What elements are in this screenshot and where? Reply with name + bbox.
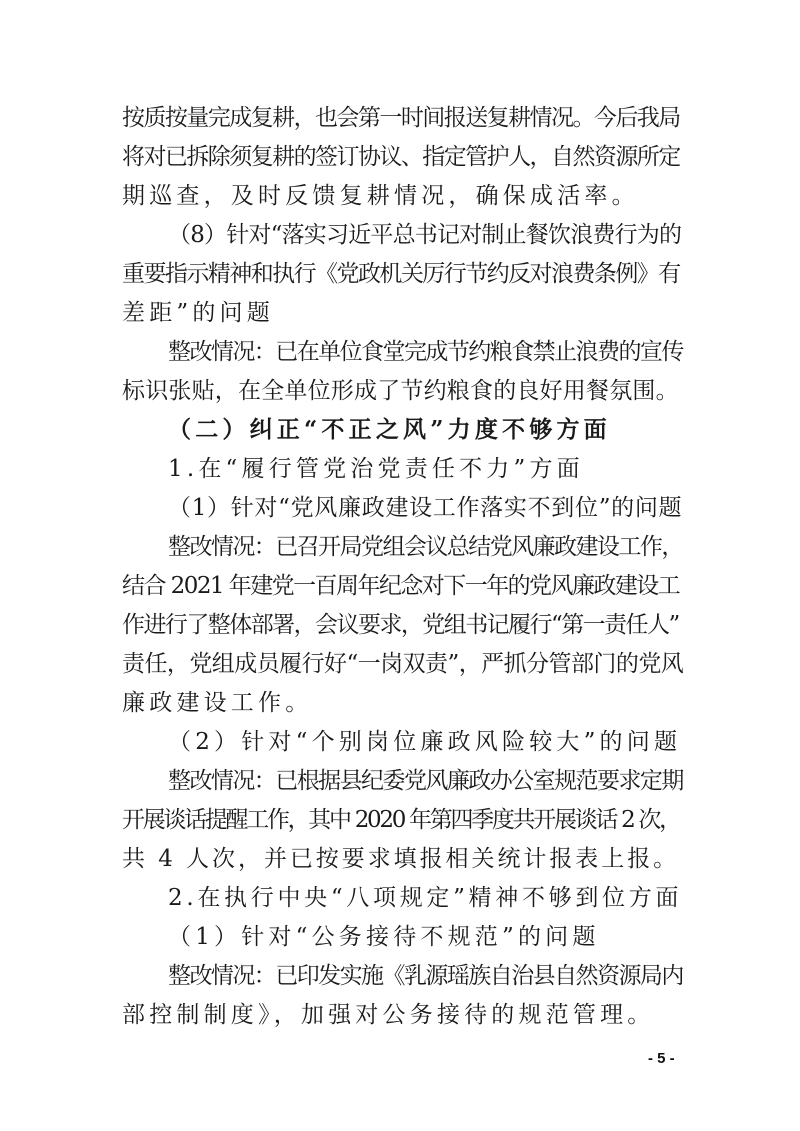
- item-heading-line: （8）针对“落实习近平总书记对制止餐饮浪费行为的: [168, 222, 682, 248]
- item-heading-line: （1）针对“党风廉政建设工作落实不到位”的问题: [168, 495, 683, 521]
- section-heading: （二）纠正“不正之风”力度不够方面: [168, 416, 611, 443]
- subsection-heading: 2.在执行中央“八项规定”精神不够到位方面: [168, 885, 683, 911]
- item-heading-line: （1）针对“公务接待不规范”的问题: [168, 924, 600, 950]
- body-text-line: 将对已拆除须复耕的签订协议、指定管护人，自然资源所定: [122, 144, 680, 170]
- body-text-line: 整改情况：已印发实施《乳源瑶族自治县自然资源局内: [168, 963, 683, 989]
- body-text-line: 责任，党组成员履行好“一岗双责”，严抓分管部门的党风: [122, 651, 684, 677]
- body-text-line: 廉政建设工作。: [122, 690, 313, 716]
- body-text-line: 重要指示精神和执行《党政机关厉行节约反对浪费条例》有: [122, 261, 680, 287]
- body-text-line: 共 4 人次，并已按要求填报相关统计报表上报。: [122, 846, 680, 872]
- item-heading-line: （2）针对“个别岗位廉政风险较大”的问题: [168, 729, 682, 755]
- body-text-line: 整改情况：已根据县纪委党风廉政办公室规范要求定期: [168, 768, 683, 794]
- body-text-line: 按质按量完成复耕，也会第一时间报送复耕情况。今后我局: [122, 105, 680, 131]
- body-text-line: 标识张贴，在全单位形成了节约粮食的良好用餐氛围。: [122, 378, 679, 404]
- body-text-line: 期巡查，及时反馈复耕情况，确保成活率。: [122, 183, 639, 209]
- body-text-line: 整改情况：已在单位食堂完成节约粮食禁止浪费的宣传: [168, 339, 683, 365]
- body-text-line: 结合 2021 年建党一百周年纪念对下一年的党风廉政建设工: [122, 573, 680, 599]
- body-text-line: 整改情况：已召开局党组会议总结党风廉政建设工作，: [168, 534, 683, 560]
- subsection-heading: 1.在“履行管党治党责任不力”方面: [168, 456, 584, 482]
- body-text-line: 部控制制度》，加强对公务接待的规范管理。: [122, 1002, 655, 1028]
- body-text-line: 差距”的问题: [122, 300, 274, 326]
- body-text-line: 开展谈话提醒工作，其中 2020 年第四季度共开展谈话 2 次，: [122, 807, 680, 833]
- page-number: - 5 -: [648, 1050, 675, 1067]
- body-text-line: 作进行了整体部署，会议要求，党组书记履行“第一责任人”: [122, 612, 679, 638]
